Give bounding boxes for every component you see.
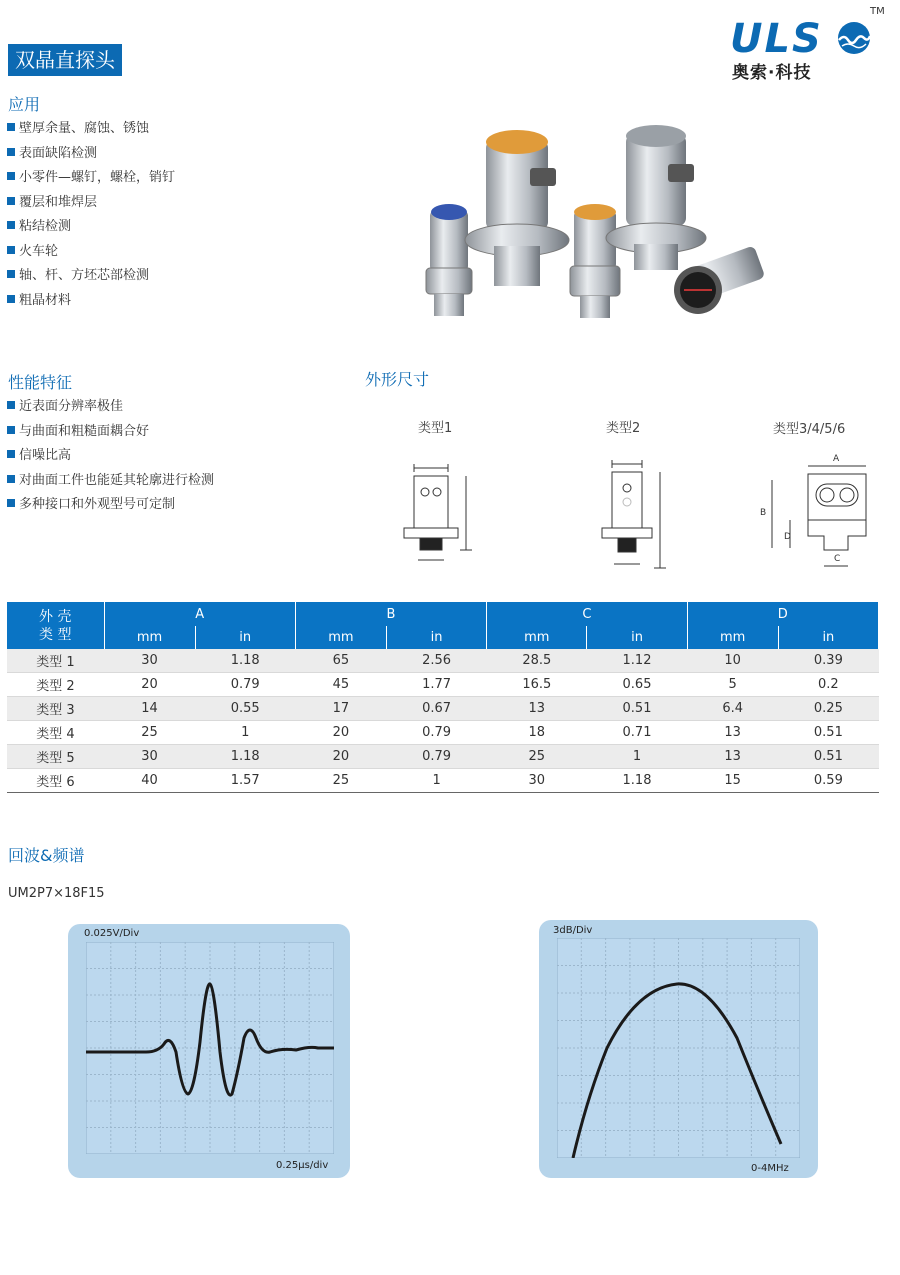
unit-header: mm xyxy=(487,626,587,649)
table-cell: 0.79 xyxy=(195,673,295,697)
spec-table xyxy=(7,602,879,793)
table-unit-row xyxy=(7,626,879,649)
table-cell: 0.25 xyxy=(778,697,878,721)
logo-wave-icon xyxy=(836,20,872,56)
bullet-square-icon xyxy=(7,221,15,229)
bullet-square-icon xyxy=(7,172,15,180)
table-cell: 0.71 xyxy=(587,721,687,745)
features-heading: 性能特征 xyxy=(8,373,73,392)
table-cell: 5 xyxy=(687,673,778,697)
table-cell: 15 xyxy=(687,769,778,793)
dim-letter-b: B xyxy=(760,508,767,518)
list-item: 与曲面和粗糙面耦合好 xyxy=(7,420,214,445)
table-cell: 1 xyxy=(195,721,295,745)
type2-label: 类型2 xyxy=(606,421,641,436)
table-cell: 17 xyxy=(295,697,386,721)
table-cell: 0.79 xyxy=(386,745,486,769)
logo-tm: TM xyxy=(870,6,885,17)
dim-letter-d: D xyxy=(784,532,791,542)
unit-header: in xyxy=(778,626,878,649)
table-cell: 0.67 xyxy=(386,697,486,721)
list-item: 壁厚余量、腐蚀、锈蚀 xyxy=(7,117,175,142)
table-cell: 10 xyxy=(687,649,778,673)
bullet-square-icon xyxy=(7,450,15,458)
table-cell: 13 xyxy=(687,721,778,745)
list-item: 粘结检测 xyxy=(7,215,175,240)
dim-letter-c: C xyxy=(834,554,841,564)
row-type-name: 类型 2 xyxy=(7,673,104,697)
table-row xyxy=(7,769,879,793)
table-row xyxy=(7,697,879,721)
table-cell: 13 xyxy=(687,745,778,769)
table-row xyxy=(7,673,879,697)
bullet-square-icon xyxy=(7,197,15,205)
table-cell: 65 xyxy=(295,649,386,673)
unit-header: mm xyxy=(295,626,386,649)
logo-cn: 奥索·科技 xyxy=(732,63,812,83)
table-cell: 1.18 xyxy=(587,769,687,793)
list-item: 粗晶材料 xyxy=(7,289,175,314)
table-row xyxy=(7,745,879,769)
table-cell: 0.39 xyxy=(778,649,878,673)
bullet-square-icon xyxy=(7,148,15,156)
bullet-square-icon xyxy=(7,426,15,434)
table-cell: 0.51 xyxy=(587,697,687,721)
type1-drawing xyxy=(398,458,478,570)
group-header-b: B xyxy=(295,602,486,626)
table-cell: 1.77 xyxy=(386,673,486,697)
table-cell: 40 xyxy=(104,769,195,793)
row-type-name: 类型 6 xyxy=(7,769,104,793)
spectrum-bottom-label: 0-4MHz xyxy=(751,1163,789,1174)
dim-letter-a: A xyxy=(833,454,840,464)
application-list xyxy=(7,117,175,313)
product-photo xyxy=(420,118,780,328)
table-cell: 1 xyxy=(386,769,486,793)
bullet-square-icon xyxy=(7,475,15,483)
table-cell: 20 xyxy=(104,673,195,697)
table-cell: 20 xyxy=(295,745,386,769)
table-cell: 1.18 xyxy=(195,649,295,673)
list-item: 表面缺陷检测 xyxy=(7,142,175,167)
bullet-square-icon xyxy=(7,123,15,131)
table-cell: 25 xyxy=(295,769,386,793)
type3456-label: 类型3/4/5/6 xyxy=(773,422,846,437)
logo-letters: ULS xyxy=(730,16,823,62)
list-item: 小零件—螺钉，螺栓，销钉 xyxy=(7,166,175,191)
table-cell: 28.5 xyxy=(487,649,587,673)
waveform-top-label: 0.025V/Div xyxy=(84,928,140,939)
row-type-name: 类型 1 xyxy=(7,649,104,673)
table-cell: 30 xyxy=(104,745,195,769)
table-cell: 45 xyxy=(295,673,386,697)
table-cell: 25 xyxy=(104,721,195,745)
brand-logo xyxy=(728,6,888,83)
list-item: 信噪比高 xyxy=(7,444,214,469)
type2-drawing xyxy=(598,458,678,578)
unit-header: mm xyxy=(104,626,195,649)
spectrum-top-label: 3dB/Div xyxy=(553,925,593,936)
group-header-a: A xyxy=(104,602,295,626)
table-cell: 0.2 xyxy=(778,673,878,697)
row-type-name: 类型 5 xyxy=(7,745,104,769)
spectrum-panel xyxy=(539,920,818,1178)
table-cell: 0.51 xyxy=(778,721,878,745)
table-cell: 0.51 xyxy=(778,745,878,769)
table-cell: 1 xyxy=(587,745,687,769)
table-cell: 20 xyxy=(295,721,386,745)
corner-header: 外 壳 类 型 xyxy=(7,602,104,649)
table-cell: 13 xyxy=(487,697,587,721)
table-cell: 30 xyxy=(104,649,195,673)
table-header-row xyxy=(7,602,879,626)
list-item: 近表面分辨率极佳 xyxy=(7,395,214,420)
type1-label: 类型1 xyxy=(418,421,453,436)
echo-heading: 回波&频谱 xyxy=(8,846,85,865)
group-header-d: D xyxy=(687,602,878,626)
waveform-panel xyxy=(68,924,350,1178)
list-item: 覆层和堆焊层 xyxy=(7,191,175,216)
bullet-square-icon xyxy=(7,499,15,507)
page-title: 双晶直探头 xyxy=(8,44,122,76)
unit-header: mm xyxy=(687,626,778,649)
table-cell: 0.79 xyxy=(386,721,486,745)
table-row xyxy=(7,649,879,673)
table-cell: 1.12 xyxy=(587,649,687,673)
features-list xyxy=(7,395,214,518)
bullet-square-icon xyxy=(7,295,15,303)
list-item: 火车轮 xyxy=(7,240,175,265)
table-cell: 1.57 xyxy=(195,769,295,793)
table-cell: 18 xyxy=(487,721,587,745)
table-cell: 0.55 xyxy=(195,697,295,721)
dimensions-heading: 外形尺寸 xyxy=(365,370,430,389)
group-header-c: C xyxy=(487,602,687,626)
table-cell: 0.65 xyxy=(587,673,687,697)
unit-header: in xyxy=(386,626,486,649)
list-item: 多种接口和外观型号可定制 xyxy=(7,493,214,518)
list-item: 对曲面工件也能延其轮廓进行检测 xyxy=(7,469,214,494)
table-cell: 6.4 xyxy=(687,697,778,721)
waveform-plot xyxy=(86,942,334,1154)
list-item: 轴、杆、方坯芯部检测 xyxy=(7,264,175,289)
table-cell: 2.56 xyxy=(386,649,486,673)
row-type-name: 类型 4 xyxy=(7,721,104,745)
unit-header: in xyxy=(195,626,295,649)
table-cell: 0.59 xyxy=(778,769,878,793)
bullet-square-icon xyxy=(7,246,15,254)
application-heading: 应用 xyxy=(8,95,41,114)
bullet-square-icon xyxy=(7,401,15,409)
unit-header: in xyxy=(587,626,687,649)
table-row xyxy=(7,721,879,745)
spectrum-plot xyxy=(557,938,800,1158)
table-cell: 1.18 xyxy=(195,745,295,769)
waveform-bottom-label: 0.25μs/div xyxy=(276,1160,329,1171)
row-type-name: 类型 3 xyxy=(7,697,104,721)
table-cell: 30 xyxy=(487,769,587,793)
bullet-square-icon xyxy=(7,270,15,278)
table-cell: 16.5 xyxy=(487,673,587,697)
probe-model: UM2P7×18F15 xyxy=(8,886,105,901)
table-cell: 25 xyxy=(487,745,587,769)
table-cell: 14 xyxy=(104,697,195,721)
type3456-drawing xyxy=(766,450,876,574)
